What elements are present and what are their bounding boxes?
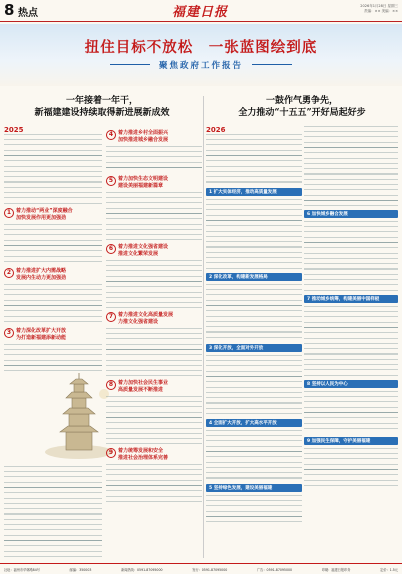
bar-body <box>206 199 302 269</box>
section-bar: 9 加强民生保障，守护美丽福建 <box>304 437 398 445</box>
section-bar: 2 深化改革，构建新发展格局 <box>206 273 302 281</box>
item-label: 着力推进扩大内需战略 发展内生动力更加强劲 <box>16 268 67 281</box>
left-column <box>4 126 102 366</box>
item-number: 6 <box>106 244 116 254</box>
item-body <box>106 396 202 444</box>
section-bar: 7 推动城乡统筹，构建美丽中国样板 <box>304 295 398 303</box>
subhead: 聚焦政府工作报告 <box>158 61 243 71</box>
date-line: 2026年1月28日 星期三 <box>360 4 398 8</box>
item-number: 3 <box>4 328 14 338</box>
section-bar: 6 加快城乡融合发展 <box>304 210 398 218</box>
item-body <box>106 260 202 308</box>
subhead-rule-right <box>252 64 292 65</box>
editor-line: 责编：×× 美编：×× <box>364 9 398 13</box>
item-label: 着力推进乡村全面振兴 加快推进城乡融合发展 <box>118 130 169 143</box>
left-title-line1: 一年接着一年干， <box>65 96 138 106</box>
list-item <box>106 448 202 461</box>
item-body <box>106 192 202 240</box>
item-body <box>106 464 202 506</box>
footer-distribution: 发行：0591-87095000 <box>192 568 228 572</box>
column-divider <box>203 96 204 558</box>
footer-price: 定价：1.5元 <box>380 568 398 572</box>
footer-ads: 广告：0591-87095000 <box>256 568 293 572</box>
left-column-bottom <box>4 466 102 558</box>
item-label: 着力加快生态文明建设 建设美丽福建新篇章 <box>118 176 169 189</box>
item-body <box>4 344 102 374</box>
list-item <box>4 328 102 341</box>
left-lead-text <box>4 134 102 204</box>
item-body <box>4 284 102 324</box>
right-lead-year: 2026 <box>206 126 226 134</box>
bar-body <box>206 284 302 340</box>
item-number: 8 <box>106 380 116 390</box>
list-item <box>106 380 202 393</box>
bar-body <box>206 430 302 480</box>
item-number: 4 <box>106 130 116 140</box>
item-label: 着力统筹发展和安全 推进社会治理体系完善 <box>118 448 169 461</box>
list-item <box>106 130 202 143</box>
item-body <box>4 224 102 264</box>
middle-column <box>106 126 202 558</box>
item-label: 着力加快社会民生事业 高质量发展不断推进 <box>118 380 169 393</box>
list-item <box>106 312 202 325</box>
right-column-b <box>304 126 398 558</box>
footer-hotline: 新闻热线：0591-87095000 <box>121 568 163 572</box>
main-headline: 扭住目标不放松 一张蓝图绘到底 <box>84 40 318 56</box>
left-section-title <box>4 95 200 119</box>
left-title-line2: 新福建建设持续取得新进展新成效 <box>34 108 170 118</box>
bar-body <box>304 448 398 488</box>
page-number: 8 <box>4 1 15 19</box>
masthead <box>0 0 402 22</box>
right-title-line1: 一鼓作气勇争先， <box>265 96 338 106</box>
item-label: 着力推进文化强省建设 推进文化繁荣发展 <box>118 244 169 257</box>
banner <box>0 24 402 86</box>
item-number: 5 <box>106 176 116 186</box>
dateline <box>328 4 398 14</box>
list-item <box>4 268 102 281</box>
bar-body <box>304 221 398 291</box>
item-body <box>106 146 202 172</box>
footer-address: 社址：福州市华林路84号 <box>4 568 40 572</box>
bar-body <box>206 355 302 415</box>
section-bar: 4 全面扩大开放，扩大高水平开放 <box>206 419 302 427</box>
bar-body <box>206 495 302 525</box>
section-bar: 8 坚持以人民为中心 <box>304 380 398 388</box>
item-number: 2 <box>4 268 14 278</box>
footer-printing: 印刷：福建日报印务 <box>321 568 351 572</box>
list-item <box>4 208 102 221</box>
left-lead-year: 2025 <box>4 126 24 134</box>
item-body <box>106 328 202 376</box>
list-item <box>106 176 202 189</box>
newspaper-logo: 福建日报 <box>172 5 229 20</box>
item-label: 着力深化改革扩大开放 为打造新福建添新动能 <box>16 328 67 341</box>
item-number: 9 <box>106 448 116 458</box>
list-item <box>106 244 202 257</box>
section-bar: 5 坚持绿色发展，建设美丽福建 <box>206 484 302 492</box>
item-label: 着力推进文化高质量发展 力推文化强省建设 <box>118 312 174 325</box>
right-lead-text <box>206 134 302 184</box>
footer <box>0 563 402 574</box>
right-title-line2: 全力推动“十五五”开好局起好步 <box>238 108 366 118</box>
right-b-text <box>304 126 398 206</box>
bar-body <box>304 391 398 433</box>
right-section-title <box>204 95 400 119</box>
bar-body <box>304 306 398 376</box>
item-label: 着力推动“两业”深度融合 加快发展作用更加强劲 <box>16 208 73 221</box>
section-name: 热点 <box>18 8 38 19</box>
right-column-a <box>206 126 302 558</box>
pagoda-illustration <box>44 372 114 460</box>
left-bottom-text <box>4 466 102 558</box>
section-bar: 3 深化开放，全面对外开放 <box>206 344 302 352</box>
section-bar: 1 扩大实体经济，推动高质量发展 <box>206 188 302 196</box>
item-number: 1 <box>4 208 14 218</box>
item-number: 7 <box>106 312 116 322</box>
footer-postcode: 邮编：350003 <box>69 568 92 572</box>
